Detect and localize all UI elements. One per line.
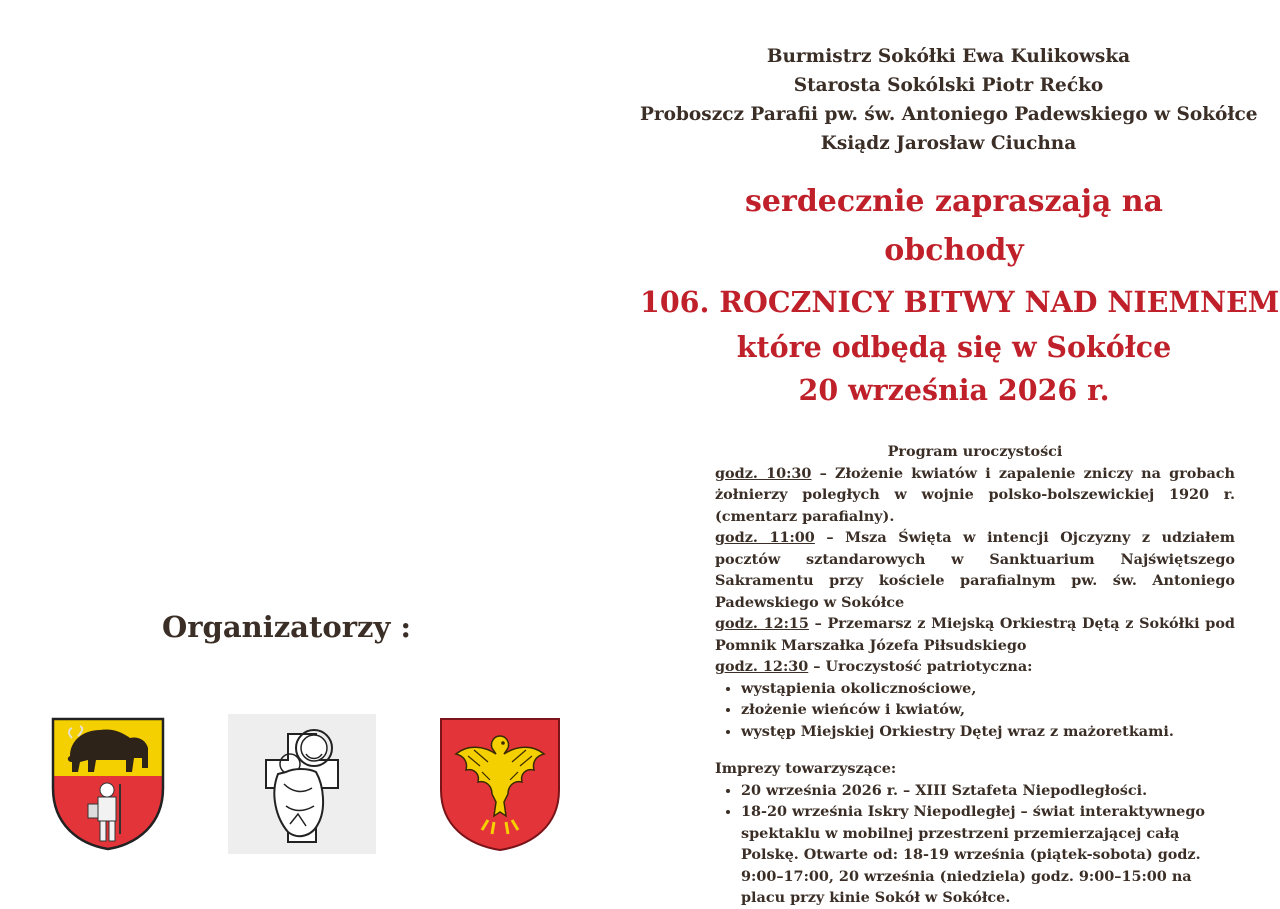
- program-section: [715, 441, 1235, 909]
- entry-text: – Uroczystość patriotyczna:: [808, 658, 1033, 675]
- entry-text: – Msza Święta w intencji Ojczyzny z udziałem pocztów sztandarowych w Sanktuarium Najświętszego Sakramentu przy kościele parafialnym pw. św. Antoniego Padewskiego w Sokółce: [715, 529, 1236, 611]
- list-item: • 20 września 2026 r. – XIII Sztafeta Niepodległości.: [741, 780, 1235, 802]
- program-title: Program uroczystości: [887, 443, 1063, 460]
- entry-time: godz. 12:15: [715, 615, 809, 632]
- list-item: • 18-20 września Iskry Niepodległej – świat interaktywnego spektaklu w mobilnej przestrzeni przemierzającej całą Polskę. Otwarte od: 18-19 września (piątek-sobota) godz. 9:00–17:00, 20 września (niedziela) godz. 9:00–15:00 na placu przy kinie Sokół w Sokółce.: [741, 801, 1235, 909]
- ceremony-items-list: [715, 678, 1235, 743]
- entry-time: godz. 12:30: [715, 658, 809, 675]
- location-line: które odbędą się w Sokółce: [736, 330, 1172, 364]
- list-item: • wystąpienia okolicznościowe,: [741, 678, 1235, 700]
- sokolka-town-coat-of-arms-icon: [50, 716, 166, 852]
- host-priest-name: Ksiądz Jarosław Ciuchna: [820, 133, 1077, 154]
- entry-time: godz. 10:30: [715, 464, 812, 482]
- invitation-line-2: obchody: [884, 233, 1024, 268]
- spacer: [715, 742, 1235, 758]
- program-entry: [715, 656, 1235, 678]
- left-panel: [0, 0, 640, 906]
- host-starost: Starosta Sokólski Piotr Rećko: [793, 75, 1104, 96]
- host-parish-priest-title: Proboszcz Parafii pw. św. Antoniego Padewskiego w Sokółce: [640, 104, 1258, 125]
- entry-text: – Przemarsz z Miejską Orkiestrą Dętą z Sokółki pod Pomnik Marszałka Józefa Piłsudskiego: [715, 615, 1235, 654]
- entry-text: – Złożenie kwiatów i zapalenie zniczy na grobach żołnierzy poległych w wojnie polsko-bolszewickiej 1920 r. (cmentarz parafialny).: [715, 464, 1235, 525]
- list-item: • występ Miejskiej Orkiestry Dętej wraz z mażoretkami.: [741, 721, 1235, 743]
- sokolka-county-eagle-coat-of-arms-icon: [438, 716, 562, 852]
- organizers-title: Organizatorzy :: [162, 610, 412, 644]
- invitation-line-1: serdecznie zapraszają na: [745, 184, 1163, 219]
- program-entry: [715, 613, 1235, 656]
- saint-anthony-parish-emblem-icon: [228, 714, 376, 854]
- right-panel: [640, 0, 1280, 906]
- program-entry: [715, 463, 1235, 528]
- hosts-list: [640, 42, 1257, 158]
- program-entry: [715, 527, 1235, 613]
- anniversary-heading: 106. ROCZNICY BITWY NAD NIEMNEM: [640, 285, 1280, 319]
- list-item: • złożenie wieńców i kwiatów,: [741, 699, 1235, 721]
- event-date: 20 września 2026 r.: [798, 373, 1110, 407]
- side-events-section: [715, 758, 1235, 909]
- side-events-title: Imprezy towarzyszące:: [715, 760, 897, 777]
- entry-time: godz. 11:00: [715, 529, 815, 546]
- side-events-list: [715, 780, 1235, 909]
- host-mayor: Burmistrz Sokółki Ewa Kulikowska: [766, 46, 1131, 67]
